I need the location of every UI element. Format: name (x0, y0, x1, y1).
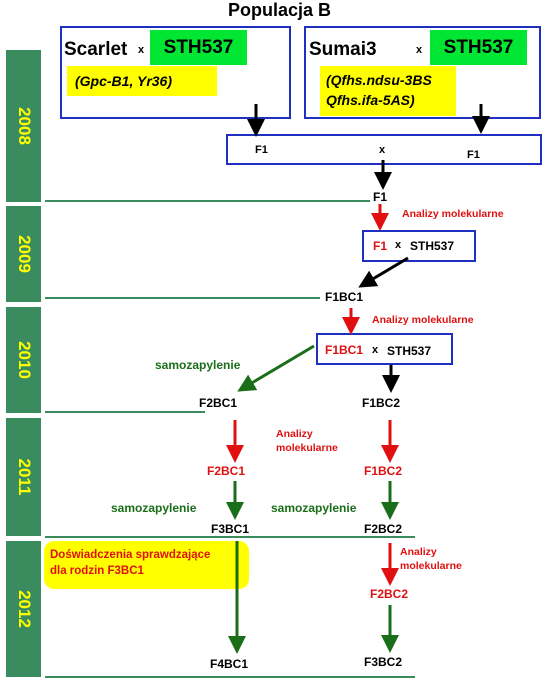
analysis-label: Analizy molekularne (402, 208, 504, 220)
trial-line: dla rodzin F3BC1 (50, 565, 144, 577)
gene-label: (Gpc-B1, Yr36) (67, 66, 217, 96)
f2bc1-red-label: F2BC1 (207, 464, 246, 478)
year-label: 2008 (14, 107, 34, 145)
gene-line: Qfhs.ifa-5AS) (326, 92, 415, 108)
partner-label: STH537 (430, 30, 527, 65)
f1bc2-label: F1BC2 (362, 396, 401, 410)
cross-symbol: x (372, 344, 379, 356)
cross-red-label: F1BC1 (325, 343, 364, 357)
f1-label: F1 (373, 190, 388, 204)
arrow (245, 346, 314, 387)
parent-name: Scarlet (64, 39, 128, 60)
analysis-line: Analizy (400, 546, 437, 558)
f2bc2-red-label: F2BC2 (370, 587, 409, 601)
page-title: Populacja B (228, 0, 332, 20)
f4bc1-label: F4BC1 (210, 657, 249, 671)
cross-symbol: x (395, 239, 402, 251)
year-label: 2010 (14, 341, 34, 379)
cross-symbol: x (416, 44, 423, 56)
cross-symbol: x (138, 44, 145, 56)
f1bc1-label: F1BC1 (325, 290, 364, 304)
parent-name: Sumai3 (309, 39, 377, 60)
f1bc2-red-label: F1BC2 (364, 464, 403, 478)
year-label: 2012 (14, 590, 34, 628)
selfing-label: samozapylenie (155, 358, 241, 372)
f3bc1-label: F3BC1 (211, 522, 250, 536)
f1-left-label: F1 (255, 144, 268, 156)
selfing-label: samozapylenie (271, 501, 357, 515)
f2bc2-label: F2BC2 (364, 522, 403, 536)
cross-symbol: x (379, 144, 386, 156)
analysis-line: molekularne (276, 442, 338, 454)
f3bc2-label: F3BC2 (364, 655, 403, 669)
selfing-label: samozapylenie (111, 501, 197, 515)
arrow (366, 258, 408, 283)
cross-partner-label: STH537 (410, 239, 455, 253)
f1-right-label: F1 (467, 149, 480, 161)
analysis-line: molekularne (400, 560, 462, 572)
year-label: 2009 (14, 235, 34, 273)
f2bc1-label: F2BC1 (199, 396, 238, 410)
cross-red-label: F1 (373, 239, 388, 253)
gene-line: (Qfhs.ndsu-3BS (326, 72, 432, 88)
analysis-line: Analizy (276, 428, 313, 440)
year-label: 2011 (14, 458, 34, 496)
analysis-label: Analizy molekularne (372, 314, 474, 326)
cross-partner-label: STH537 (387, 344, 432, 358)
trial-line: Doświadczenia sprawdzające (50, 549, 211, 561)
partner-label: STH537 (150, 30, 247, 65)
